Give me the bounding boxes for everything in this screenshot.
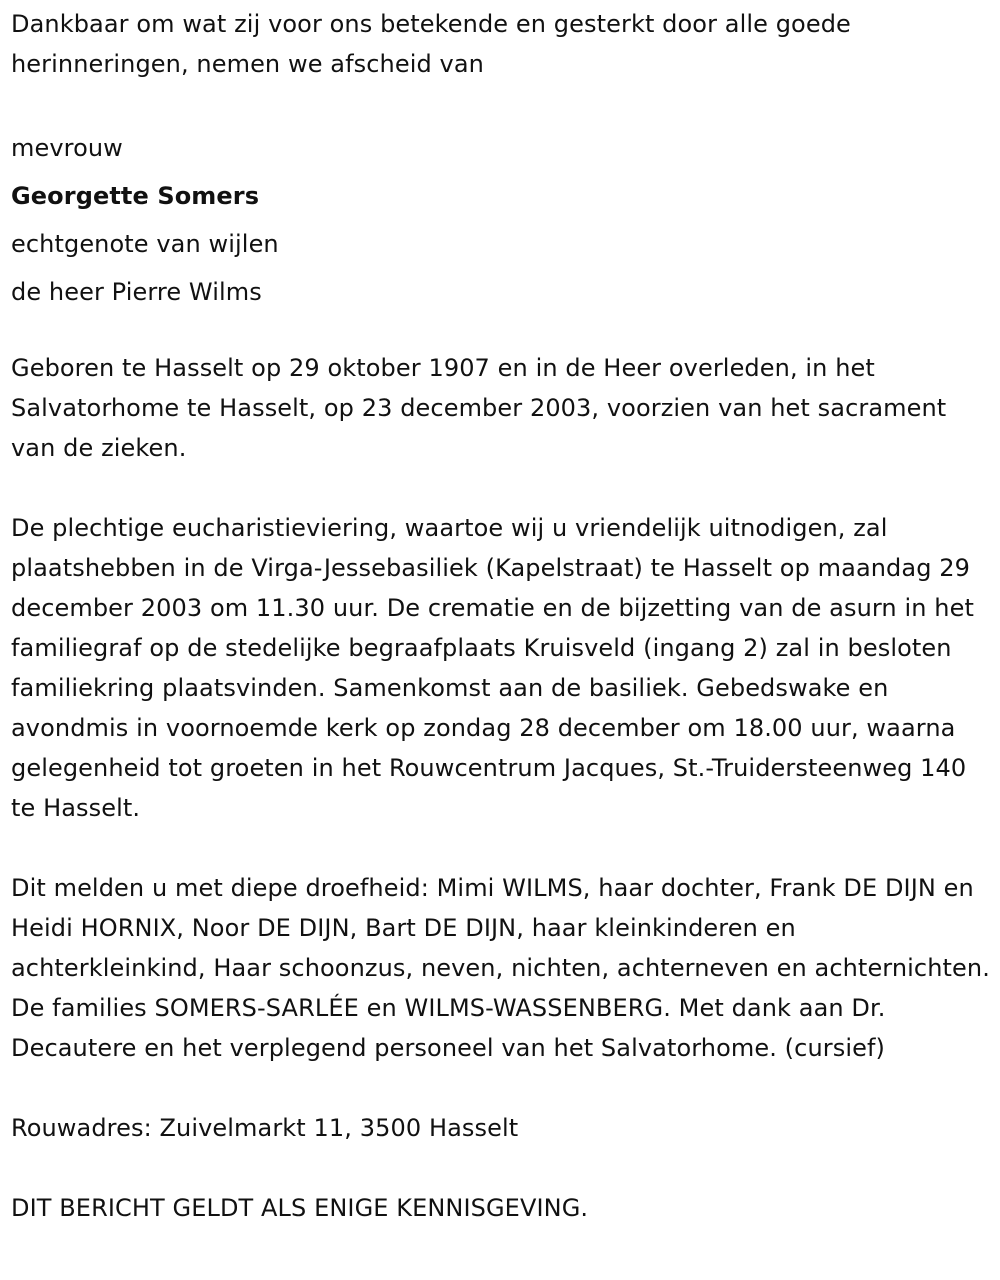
closing-statement: DIT BERICHT GELDT ALS ENIGE KENNISGEVING. [11, 1194, 589, 1222]
ceremony-paragraph: De plechtige eucharistieviering, waartoe wij u vriendelijk uitnodigen, zal plaatshebben in de Virga-Jessebasiliek (Kapelstraat) te Hasselt op maandag 29 december 2003 om 11.30 uur. De crematie en de bijzetting van de asurn in het familiegraf op de stedelijke begraafplaats Kruisveld (ingang 2) zal in besloten familiekring plaatsvinden. Samenkomst aan de basiliek. Gebedswake en avondmis in voornoemde kerk op zondag 28 december om 18.00 uur, waarna gelegenheid tot groeten in het Rouwcentrum Jacques, St.-Truidersteenweg 140 te Hasselt. [11, 514, 974, 822]
relation-line-1: echtgenote van wijlen [11, 230, 279, 258]
birth-death-paragraph: Geboren te Hasselt op 29 oktober 1907 en in de Heer overleden, in het Salvatorhome te Hasselt, op 23 december 2003, voorzien van het sacrament van de zieken. [11, 354, 947, 462]
intro-text: Dankbaar om wat zij voor ons betekende en gesterkt door alle goede herinneringen, nemen we afscheid van [11, 10, 851, 78]
salutation: mevrouw [11, 134, 123, 162]
mourning-address: Rouwadres: Zuivelmarkt 11, 3500 Hasselt [11, 1114, 519, 1142]
family-paragraph: Dit melden u met diepe droefheid: Mimi WILMS, haar dochter, Frank DE DIJN en Heidi HORNIX, Noor DE DIJN, Bart DE DIJN, haar kleinkinderen en achterkleinkind, Haar schoonzus, neven, nichten, achterneven en achternichten. De families SOMERS-SARLÉE en WILMS-WASSENBERG. Met dank aan Dr. Decautere en het verplegend personeel van het Salvatorhome. (cursief) [11, 874, 990, 1062]
obituary-notice [11, 4, 991, 1228]
relation-line-2: de heer Pierre Wilms [11, 278, 262, 306]
deceased-name: Georgette Somers [11, 182, 260, 210]
